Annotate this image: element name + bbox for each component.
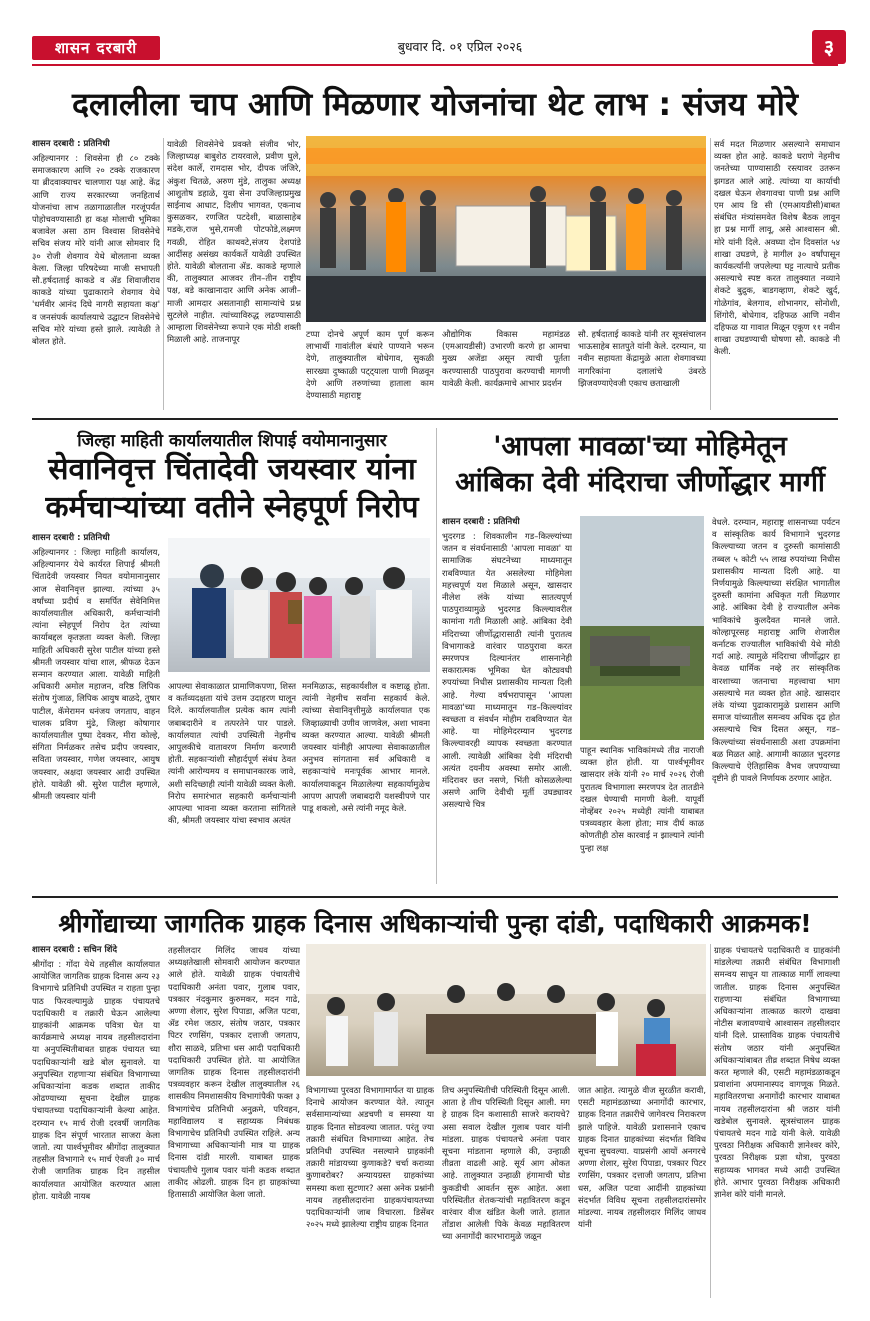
story3-byline: शासन दरबारी : प्रतिनिधी — [442, 517, 520, 527]
story4-photo — [306, 944, 706, 1076]
story4-column-3: विभागाच्या पुरवठा विभागामार्फत या ग्राहक दिनाचे आयोजन करण्यात येते. त्यातून सर्वसामान्यांच्या अडचणी व समस्या या ग्राहक दिनात सोडवल्या जातात. परंतु ज्या तक्रारी संबंधित विभागाच्या आहेत. तेच प्रतिनिधी उपस्थित नसल्याने ग्राहकांनी तक्रारी मांडायच्या कुणाकडे? चर्चा कराव्या कुणाबरोबर? अन्यायग्रस्त ग्राहकांच्या समस्या कशा सुटणार? असा अनेक प्रश्नांनी नायब तहसीलदारांना ग्राहकपंचायतच्या पदाधिकाऱ्यांनी जाब विचारला. डिसेंबर २०२५ मध्ये झालेल्या राष्ट्रीय ग्राहक दिनात — [306, 1085, 434, 1230]
story3-column-2: पाहून स्थानिक भाविकांमध्ये तीव्र नाराजी व्यक्त होत होती. या पार्श्वभूमीवर खासदार लंके यांनी २० मार्च २०२६ रोजी पुरातत्व विभागाला स्मरणपत्र देत तातडीने दखल घेण्याची मागणी केली. यापूर्वी नोव्हेंबर २०२५ मध्येही त्यांनी याबाबत पत्रव्यवहार केला होता; मात्र दीर्घ काळ कोणतीही ठोस कारवाई न झाल्याने त्यांनी पुन्हा लक्ष — [580, 745, 704, 853]
story2-headline-line-1: सेवानिवृत्त चिंतादेवी जयस्वार यांना — [48, 452, 416, 487]
story2-photo-illustration — [168, 538, 430, 672]
story1-column-2: यावेळी शिवसेनेचे प्रवक्ते संजीव भोर, जिल्हाध्यक्ष बाबुशेठ टायरवाले, प्रवीण घुले, संदेश कार्ले, रामदास भोर, दीपक जंजिरे, अंकुश चितळे, अरुण मुंडे, तालुका अध्यक्ष आशुतोष डहाळे, युवा सेना उपजिल्हाप्रमुख साईनाथ आधाट, दिलीप भागवत, एकनाथ कुसळकर, रणजित पटदेशी, बाळासाहेब मडके,राज भुसे,रामजी पोटफोडे,लक्ष्मण गवळी, रोहित काथवटे,संजय देशपांडे आदींसह असंख्य कार्यकर्ते यावेळी उपस्थित होते. यावेळी बोलताना ॲड. काकडे म्हणाले की, तालुक्यात आजवर तीन–तीन राष्ट्रीय पक्ष, बडे काखानादार आणि अनेक आजी–माजी आमदार असतानाही सामान्यांचे प्रश्न सुटलेले नाहीत. त्यांच्याविरुद्ध लढण्यासाठी आम्हाला शिवसेनेच्या रूपाने एक मोठी शक्ती मिळाली आहे. ताजनापूर — [167, 139, 301, 345]
story2-column-2: आपल्या सेवाकाळात प्रामाणिकपणा, शिस्त व कर्तव्यदक्षता यांचे उत्तम उदाहरण घालून दिले. कार्यालयातील प्रत्येक काम त्यांनी जबाबदारीने व तत्परतेने पार पाडले. कार्यालयात त्यांची उपस्थिती नेहमीच आपुलकीचे वातावरण निर्माण करणारी होती. सहकाऱ्यांशी सौहार्दपूर्ण संबंध ठेवत त्यांनी आरोग्यमय व समाधानकारक जावे, अशी सदिच्छाही त्यांनी यावेळी व्यक्त केली. निरोप समारंभात सहकारी कर्मचाऱ्यांनी आपल्या भावना व्यक्त करताना सांगितले की, श्रीमती जयस्वार यांचा स्वभाव अत्यंत — [168, 681, 296, 826]
story3-photo-illustration — [580, 516, 704, 740]
story2-column-3: मनमिळाऊ, सहकार्यशील व कष्टाळू होता. त्यांनी नेहमीच सर्वांना सहकार्य केले. त्यांच्या सेवानिवृत्तीमुळे कार्यालयात एक जिव्हाळ्याची उणीव जाणवेल, अशा भावना व्यक्त करण्यात आल्या. यावेळी श्रीमती जयस्वार यांनीही आपल्या सेवाकाळातील अनुभव सांगताना सर्व अधिकारी व सहकाऱ्यांचे मनःपूर्वक आभार मानले. कार्यालयाकडून मिळालेल्या सहकार्यामुळेच आपण आपली जबाबदारी यशस्वीपणे पार पाडू शकलो, असे त्यांनी नमूद केले. — [302, 681, 430, 814]
story2-photo — [168, 538, 430, 672]
story1-column-4: सर्व मदत मिळणार असल्याने समाधान व्यक्त होत आहे. काकडे घराणे नेहमीच जनतेच्या पाण्यासाठी रस्त्यावर उतरून झगडत आले आहे. त्यांच्या या कार्याची दखल घेऊन शेवगावचा पाणी प्रश्न आणि एम आय डि सी (एमआयडीसी)बाबत संबंधित मंत्र्यांसमवेत विशेष बैठक लावून हा प्रश्न मार्गी लावू, असे आश्वासन श्री. मोरे यांनी दिले. अवघ्या दोन दिवसांत ५४ शाखा उघडणे, हे मागील ३० वर्षांपासून कार्यकर्त्यांनी जपलेल्या घट्ट नात्याचे प्रतीक असल्याचे स्पष्ट करत तालुक्यात नव्याने शेकटे बुद्रुक, बाडगव्हाण, शेकटे खुर्द, गोळेगांव, बेलगाव, शोभानगर, सोनोशी, शिंगोरी, बोधेगाव, दहिफळ आणि नवीन दहिफळ या गावात मिळून एकूण ११ नवीन शाखा उघडण्याची घोषणा सौ. काकडे नी केली. — [714, 139, 840, 357]
story4-headline: श्रीगोंद्याच्या जागतिक ग्राहक दिनास अधिकाऱ्यांची पुन्हा दांडी, पदाधिकारी आक्रमक! — [58, 909, 812, 938]
story2-column-1: अहिल्यानगर : जिल्हा माहिती कार्यालय, अहिल्यानगर येथे कार्यरत शिपाई श्रीमती चिंतादेवी जयस्वार नियत वयोमानानुसार आज सेवानिवृत्त झाल्या. त्यांच्या ३५ वर्षांच्या प्रदीर्घ व समर्पित सेवेनिमित्त कार्यालयातील अधिकारी, कर्मचाऱ्यांनी त्यांना स्नेहपूर्ण निरोप देत त्यांच्या कार्याबद्दल कृतज्ञता व्यक्त केली. जिल्हा माहिती अधिकारी सुरेश पाटील यांच्या हस्ते श्रीमती जयस्वार यांचा शाल, श्रीफळ देऊन सन्मान करण्यात आला. यावेळी माहिती अधिकारी अमोल महाजन, वरिष्ठ लिपिक संतोष गुंजाळ, लिपिक आयुष बाळदे, तुषार पाटील, कॅमेरामन धनंजय जगताप, वाहन चालक प्रविण मुंढे, जिल्हा कोषागार कार्यालयातील पुष्पा देवकर, मीरा कोल्हे, संगिता निर्मळकर तसेच प्रदीप जयस्वार, सविता जयस्वार, गणेश जयस्वार, आयुष जयस्वार, अक्षदा जयस्वार आदी उपस्थित होते. यावेळी श्री. सुरेश पाटील म्हणाले, श्रीमती जयस्वार यांनी — [32, 547, 160, 802]
newspaper-logo — [32, 36, 160, 60]
masthead-rule — [32, 64, 838, 66]
story3-headline-line-1: 'आपला मावळा'च्या मोहिमेतून — [493, 431, 787, 462]
logo-text: शासन दरबारी — [54, 39, 138, 57]
story4-column-4: तिच अनुपस्थितीची परिस्थिती दिसून आली. आता हे तीच परिस्थिती दिसून आली. मग हे ग्राहक दिन कशासाठी साजरे करायचे? असा सवाल देखील गुलाब पवार यांनी मांडला. ग्राहक पंचायतचे अनंता पवार सूचना मांडताना म्हणाले की, उन्हाळी तीव्रता वाढली आहे. सूर्य आग ओकत आहे. तालुक्यात उन्हाळी हंगामाची घोड कुकडीची आवर्तन सुरू आहेत. अशा परिस्थितीत शेतकऱ्यांची महावितरण कडून वारंवार वीज खंडित केली जाते. हातात तोंडाश आलेली पिके केवळ महावितरण च्या अनागोंदी कारभारामुळे जळून — [442, 1085, 570, 1242]
story4-byline: शासन दरबारी : सचिन शिंदे — [32, 945, 117, 955]
story3-headline-line-2: आंबिका देवी मंदिराचा जीर्णोद्धार मार्गी — [455, 467, 825, 498]
story3-column-3: वेधले. दरम्यान, महाराष्ट्र शासनाच्या पर्यटन व सांस्कृतिक कार्य विभागाने भुदरगड किल्ल्याच्या जतन व दुरुस्ती कामांसाठी तब्बल ५ कोटी ५५ लाख रुपयांच्या निधीस प्रशासकीय मान्यता दिली आहे. या निर्णयामुळे किल्ल्याच्या संरक्षित भागातील दुरुस्ती कामांना अधिकृत गती मिळणार आहे. आंबिका देवी हे राज्यातील अनेक भाविकांचे कुलदैवत मानले जाते. कोल्हापूरसह महाराष्ट्र आणि शेजारील कर्नाटक राज्यातील भाविकांची येथे मोठी गर्दा आहे. त्यामुळे मंदिराचा जीर्णोद्धार हा केवळ धार्मिक नव्हे तर सांस्कृतिक वारशाच्या जतनाचा महत्त्वाचा भाग असल्याचे मत व्यक्त होत आहे. खासदार लंके यांच्या पुढाकारामुळे प्रशासन आणि समाज यांच्यातील समन्वय अधिक दृढ होत असल्याचे चित्र दिसत असून, गड–किल्ल्यांच्या संवर्धनासाठी अशा उपक्रमांना बळ मिळत आहे. आगामी काळात भुदरगड किल्ल्याचे ऐतिहासिक वैभव जपण्याच्या दृष्टीने ही पावले निर्णायक ठरणार आहेत. — [712, 517, 840, 784]
story3-photo — [580, 516, 704, 740]
story1-mid-column-3: सौ. हर्षदाताई काकडे यांनी तर सूत्रसंचालन भाऊसाहेब सातपुते यांनी केले. दरम्यान, या नवीन सहायता केंद्रामुळे आता शेवगावच्या नागरिकांना दलालांचे उंबरठे झिजवण्याऐवजी एकाच छताखाली — [578, 329, 706, 388]
story1-photo-illustration — [306, 136, 706, 322]
story1-mid-column-2: औद्योगिक विकास महामंडळ (एमआयडीसी) उभारणी करणे हा आमचा मुख्य अजेंडा असून त्याची पूर्तता करण्यासाठी पाठपुरावा करण्याची मागणी यावेळी केली. कार्यक्रमाचे आभार प्रदर्शन — [442, 329, 570, 388]
story4-photo-illustration — [306, 944, 706, 1076]
story4-column-1: श्रीगोंदा : गोंदा येथे तहसील कार्यालयात आयोजित जागतिक ग्राहक दिनास अन्य २३ विभागाचे प्रतिनिधी उपस्थित न राहता पुन्हा पाठ फिरवल्यामुळे ग्राहक पंचायतचे पदाधिकारी व तक्रारी घेऊन आलेल्या ग्राहकांनी आक्रमक पवित्रा घेत या कार्यक्रमाचे अध्यक्ष नायब तहसीलदारांना या अनुपस्थितीबाबत ग्राहक पंचायत च्या पदाधिकाऱ्यांनी खडे बोल सुनावले. या अनुपस्थित राहणाऱ्या संबंधित विभागाच्या अधिकाऱ्यांना कडक शब्दात ताकीद ओढण्याच्या सूचना देखील ग्राहक पंचायतच्या पदाधिकाऱ्यांनी केल्या आहेत. दरम्यान १५ मार्च रोजी दरवर्षी जागतिक ग्राहक दिन संपूर्ण भारतात साजरा केला जातो. त्या पार्श्वभूमीवर श्रीगोंदा तालुक्यात तहसील विभागाने १५ मार्च ऐवजी ३० मार्च रोजी जागतिक ग्राहक दिन तहसील कार्यालयात आयोजित करण्यात आला होता. यावेळी नायब — [32, 959, 160, 1201]
column-divider — [163, 138, 164, 410]
story4-column-5: जात आहेत. त्यामुळे वीज सुरळीत करावी, एसटी महामंडळाच्या अनागोंदी कारभार, ग्राहक दिनात तक्रारीचे जागेवरच निराकरण झाले पाहिजे. यावेळी प्रशासनाने एकाच ग्राहक दिनात ग्राहकांच्या संदर्भात विविध सूचना सुचवल्या. याप्रसंगी आयों अनगरचे अण्णा शेलार, सुरेश पिपाडा, पत्रकार पिटर रणसिंग, पत्रकार दत्ताजी जगताप, प्रतिभा धस, अजित पटवा आदींनी ग्राहकांच्या संदर्भात विविध सूचना तहसीलदारांसमोर मांडल्या. नायब तहसीलदार मिलिंद जाधव यांनी — [578, 1085, 706, 1230]
dateline: बुधवार दि. ०१ एप्रिल २०२६ — [397, 39, 523, 54]
section-divider — [32, 896, 838, 898]
story2-kicker: जिल्हा माहिती कार्यालयातील शिपाई वयोमानानुसार — [77, 431, 387, 451]
page-number: ३ — [812, 30, 846, 64]
story1-photo — [306, 136, 706, 322]
story4-column-2: तहसीलदार मिलिंद जाधव यांच्या अध्यक्षतेखाली सोमवारी आयोजन करण्यात आले होते. यावेळी ग्राहक पंचायतीचे पदाधिकारी अनंता पवार, गुलाब पवार, पत्रकार नंदकुमार कुरुमकर, मदन गाढे, अण्णा शेलार, सुरेश पिपाडा, अजित पटवा, ॲड रमेश जठार, संतोष जठार, पत्रकार पिटर रणसिंग, पत्रकार दत्ताजी जगताप, शौरा साळवे, प्रतिभा धस आदी पदाधिकारी पदाधिकारी उपस्थित होते. या आयोजित जागतिक ग्राहक दिनास तहसीलदारांनी पत्रव्यवहार करून देखील तालुक्यातील २६ शासकीय निमशासकीय विभागांपैकी फक्त ३ विभागांचेच प्रतिनिधी अनुक्रमे, परिवहन, महाविद्यालय व सहाय्यक निबंधक विभागाचेच प्रतिनिधी उपस्थित राहिले. अन्य विभागाच्या अधिकाऱ्यांनी मात्र या ग्राहक दिनास दांडी मारली. याबाबत ग्राहक पंचायतीचे गुलाब पवार यांनी कडक शब्दात ताकीद ओढली. ग्राहक दिन हा ग्राहकांच्या हितासाठी आयोजित केला जातो. — [168, 945, 300, 1200]
story3-column-1: भुदरगड : शिवकालीन गड–किल्ल्यांच्या जतन व संवर्धनासाठी 'आपला मावळा' या सामाजिक संघटनेच्या माध्यमातून राबविण्यात येत असलेल्या मोहिमेला महत्त्वपूर्ण यश मिळाले असून, खासदार नीलेश लंके यांच्या सातत्यपूर्ण पाठपुराव्यामुळे भुदरगड किल्ल्यावरील कामांना गती मिळाली आहे. आंबिका देवी मंदिराच्या जीर्णोद्धारासाठी त्यांनी पुरातत्व विभागाकडे वारंवार पाठपुरावा करत स्मरणपत्र दिल्यानंतर शासनानेही सकारात्मक भूमिका घेत कोट्यवधी रुपयांच्या निधीस प्रशासकीय मान्यता दिली आहे. गेल्या वर्षभरापासून 'आपला मावळा'च्या माध्यमातून गड–किल्ल्यांवर स्वच्छता व संवर्धन मोहीम राबविण्यात येत आहे. या मोहिमेदरम्यान भुदरगड किल्ल्यावरही व्यापक स्वच्छता करण्यात आली. त्यावेळी आंबिका देवी मंदिराची अत्यंत दयनीय अवस्था समोर आली. मंदिरावर छत नसणे, भिंती कोसळलेल्या असणे आणि देवीची मूर्ती उघड्यावर असल्याचे चित्र — [442, 531, 572, 810]
column-divider — [710, 138, 711, 410]
story2-headline-line-2: कर्मचाऱ्यांच्या वतीने स्नेहपूर्ण निरोप — [45, 490, 419, 525]
story4-column-6: ग्राहक पंचायतचे पदाधिकारी व ग्राहकांनी मांडलेल्या तक्रारी संबंधित विभागाशी समन्वय साधून या तात्काळ मार्गी लावल्या जातील. ग्राहक दिनास अनुपस्थित राहणाऱ्या संबंधित विभागाच्या अधिकाऱ्यांना तात्काळ कारणे दाखवा नोटीस बजावण्याचे आश्वासन तहसीलदार यांनी दिले. प्रास्ताविक ग्राहक पंचायतीचे संतोष जठार यांनी अनुपस्थित अधिकाऱ्यांबाबत तीव्र शब्दात निषेध व्यक्त करत म्हणाले की, एसटी महामंडळाकडून प्रवाशांना अपमानास्पद वागणूक मिळते. महावितरणचा अनागोंदी कारभार याबाबत नायब तहसीलदारांना श्री जठार यांनी खडेबोल सुनावले. सूत्रसंचालन ग्राहक पंचायतचे मदन गाढे यांनी केले. यावेळी पुरवठा निरीक्षक अधिकारी ज्ञानेश्वर कोरे, पुरवठा निरीक्षक प्रज्ञा धोत्रा, पुरवठा सहाय्यक भागवत मध्ये आदी उपस्थित होते. आभार पुरवठा निरीक्षक अधिकारी ज्ञानेश कोरे यांनी मानले. — [714, 945, 840, 1200]
story2-byline: शासन दरबारी : प्रतिनिधी — [32, 533, 110, 543]
column-divider — [710, 944, 711, 1298]
story1-mid-column-1: टप्पा दोनचे अपूर्ण काम पूर्ण करून लाभार्थी गावांतील बंधारे पाण्याने भरून देणे, तालुक्यातील बोधेगाव, सुकळी सारख्या दुष्काळी पट्ट्याला पाणी मिळवून देणे आणि तरुणांच्या हाताला काम देण्यासाठी महाराष्ट्र — [306, 329, 434, 401]
section-divider — [32, 418, 838, 420]
story1-column-1: अहिल्यानगर : शिवसेना ही ८० टक्के समाजकारण आणि २० टक्के राजकारण या ब्रीदवाक्याचर चालणारा पक्ष आहे. केंद्र आणि राज्य सरकारच्या जनहितार्थ योजनांचा लाभ तळागाळातील गरजूंपर्यंत पोहोचवण्यासाठी हा कक्ष मोलाची भूमिका बजावेल असा ठाम विश्वास शिवसेनेचे सचिव संजय मोरे यांनी आज सोमवार दि ३० रोजी शेवगाव येथे बोलताना व्यक्त केला. जिल्हा परिषदेच्या माजी सभापती सौ.हर्षदाताई काकडे व ॲड शिवाजीराव काकडे यांच्या पुढाकाराने शेवगाव येथे 'धर्मवीर आनंद दिघे नागरी सहायता कक्ष' व जनसंपर्क कार्यालयाचे उद्घाटन शिवसेनेचे सचिव मोरे यांच्या हस्ते झाले. त्यावेळी ते बोलत होते. — [32, 153, 160, 347]
story1-byline: शासन दरबारी : प्रतिनिधी — [32, 139, 110, 149]
masthead — [0, 0, 870, 62]
column-divider — [436, 428, 437, 884]
story1-headline: दलालीला चाप आणि मिळणार योजनांचा थेट लाभ : संजय मोरे — [72, 85, 798, 123]
